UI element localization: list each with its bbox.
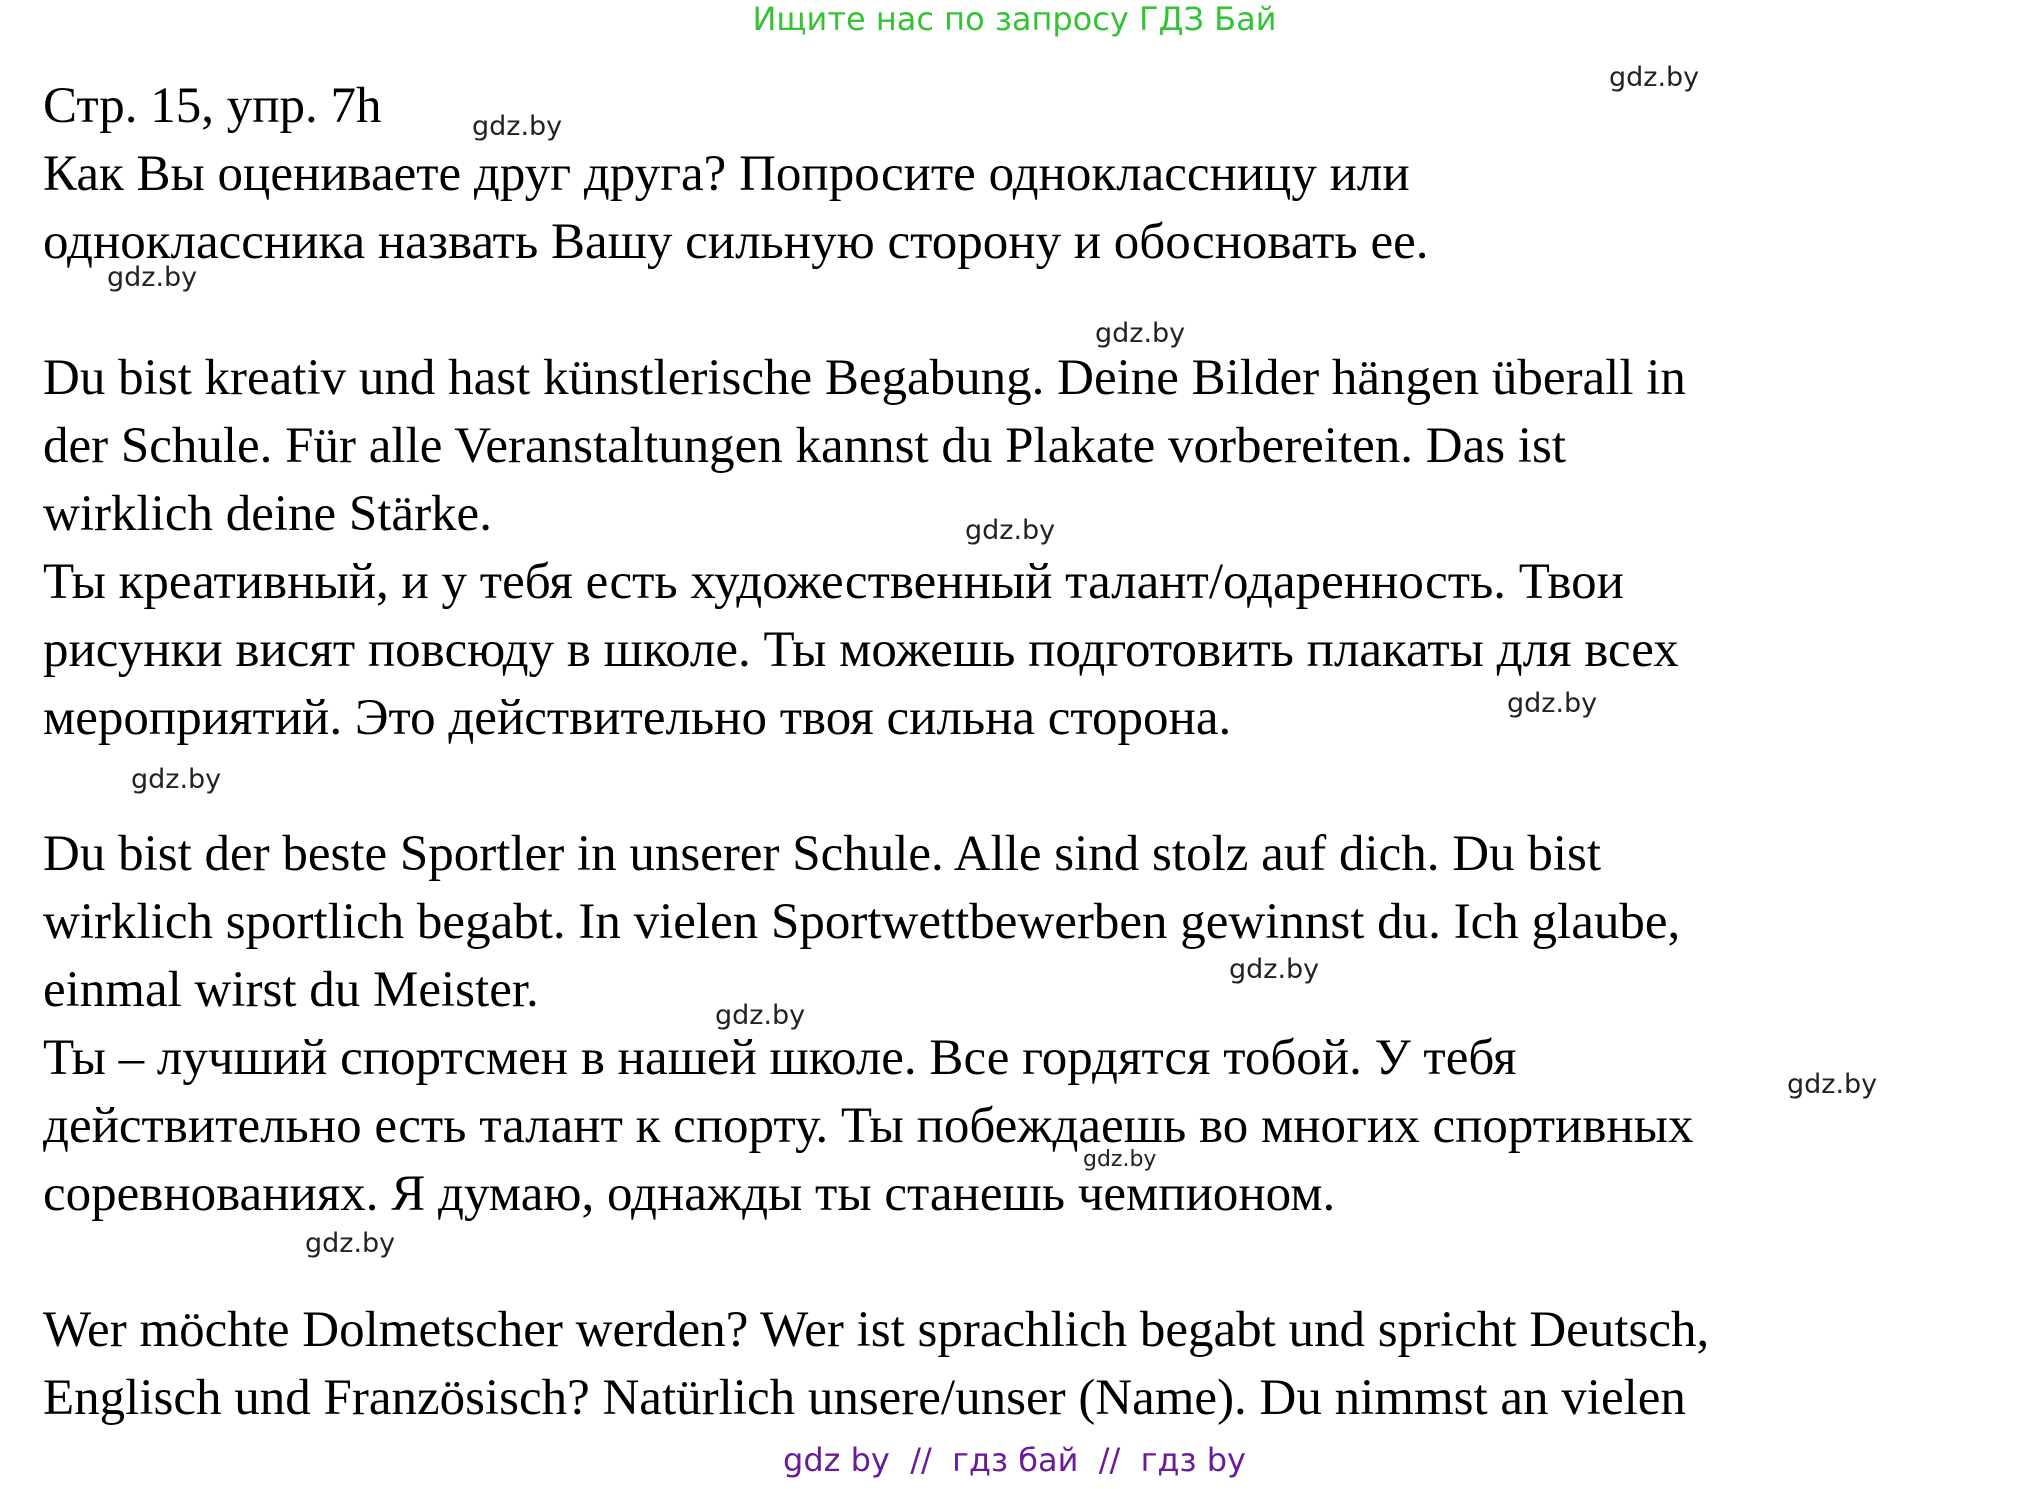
footer-link-gdz-by[interactable]: gdz by bbox=[783, 1441, 890, 1479]
watermark: gdz.by bbox=[131, 764, 222, 795]
watermark: gdz.by bbox=[1083, 1147, 1157, 1172]
search-hint-banner: Ищите нас по запросу ГДЗ Бай bbox=[752, 0, 1277, 38]
watermark: gdz.by bbox=[965, 515, 1056, 546]
watermark: gdz.by bbox=[1229, 954, 1320, 985]
footer-link-gdz-by-cyr[interactable]: гдз by bbox=[1140, 1441, 1246, 1479]
watermark: gdz.by bbox=[107, 262, 198, 293]
watermark: gdz.by bbox=[305, 1228, 396, 1259]
paragraph-gap bbox=[43, 276, 2003, 344]
translation-line: Ты – лучший спортсмен в нашей школе. Все гордятся тобой. У тебя bbox=[43, 1030, 1517, 1086]
translation-line: Ты креативный, и у тебя есть художественный талант/одаренность. Твои bbox=[43, 554, 1624, 610]
translation-line: мероприятий. Это действительно твоя сильна сторона. bbox=[43, 690, 1232, 746]
paragraph-gap bbox=[43, 752, 2003, 820]
task-line: одноклассника назвать Вашу сильную сторону и обосновать ее. bbox=[43, 214, 1429, 270]
footer-links bbox=[0, 1441, 2029, 1479]
task-line: Как Вы оцениваете друг друга? Попросите одноклассницу или bbox=[43, 146, 1410, 202]
footer-separator: // bbox=[910, 1441, 932, 1479]
watermark: gdz.by bbox=[472, 111, 563, 142]
answer-line: Du bist der beste Sportler in unserer Schule. Alle sind stolz auf dich. Du bist bbox=[43, 826, 1602, 882]
translation-line: рисунки висят повсюду в школе. Ты можешь подготовить плакаты для всех bbox=[43, 622, 1679, 678]
answer-line: Englisch und Französisch? Natürlich unsere/unser (Name). Du nimmst an vielen bbox=[43, 1370, 1686, 1426]
watermark: gdz.by bbox=[1609, 62, 1700, 93]
translation-line: соревнованиях. Я думаю, однажды ты станешь чемпионом. bbox=[43, 1166, 1336, 1222]
watermark: gdz.by bbox=[1507, 688, 1598, 719]
footer-separator: // bbox=[1098, 1441, 1121, 1479]
watermark: gdz.by bbox=[1787, 1069, 1878, 1100]
translation-line: действительно есть талант к спорту. Ты побеждаешь во многих спортивных bbox=[43, 1098, 1694, 1154]
answer-line: Du bist kreativ und hast künstlerische Begabung. Deine Bilder hängen überall in bbox=[43, 350, 1686, 406]
answer-line: wirklich deine Stärke. bbox=[43, 486, 492, 542]
watermark: gdz.by bbox=[715, 1000, 806, 1031]
answer-line: der Schule. Für alle Veranstaltungen kannst du Plakate vorbereiten. Das ist bbox=[43, 418, 1567, 474]
footer-link-gdz-bai[interactable]: гдз бай bbox=[952, 1441, 1079, 1479]
exercise-title: Стр. 15, упр. 7h bbox=[43, 78, 382, 134]
watermark: gdz.by bbox=[1095, 318, 1186, 349]
answer-line: wirklich sportlich begabt. In vielen Sportwettbewerben gewinnst du. Ich glaube, bbox=[43, 894, 1681, 950]
answer-line: einmal wirst du Meister. bbox=[43, 962, 539, 1018]
answer-line: Wer möchte Dolmetscher werden? Wer ist sprachlich begabt und spricht Deutsch, bbox=[43, 1302, 1710, 1358]
